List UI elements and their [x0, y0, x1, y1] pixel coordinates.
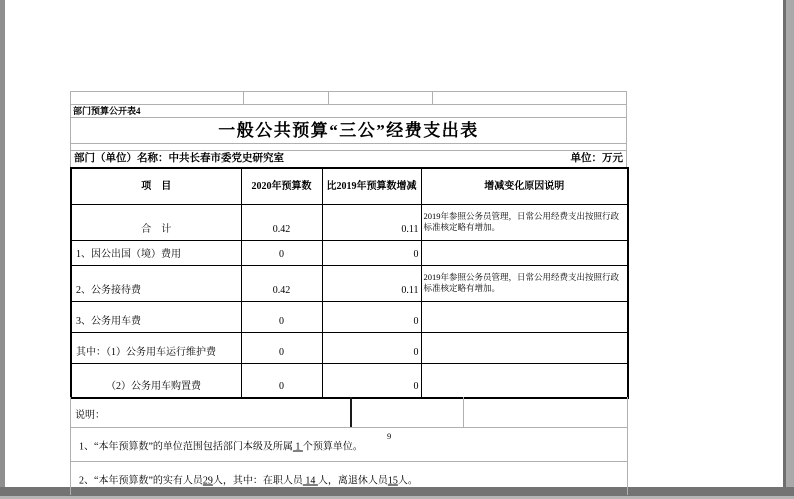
row-reason-text — [421, 240, 628, 265]
row-2020-value: 0 — [241, 301, 322, 332]
row-vs2019-value: 0 — [322, 240, 421, 265]
gridline — [350, 397, 352, 427]
notes-block — [70, 397, 628, 495]
row-item-label: 1、因公出国（境）费用 — [71, 240, 241, 265]
row-2020-value: 0.42 — [241, 265, 322, 301]
table-row-reception — [71, 265, 628, 301]
row-reason-text — [421, 332, 628, 363]
row-reason-text — [421, 301, 628, 332]
row-vs2019-value: 0.11 — [322, 265, 421, 301]
row-vs2019-value: 0 — [322, 301, 421, 332]
gridline — [432, 92, 433, 104]
row-reason-text: 2019年参照公务员管理，日常公用经费支出按照行政标准核定略有增加。 — [421, 265, 628, 301]
note-1-text: 1、“本年预算数”的单位范围包括部门本级及所属 1 个预算单位。 — [79, 441, 363, 452]
row-reason-text: 2019年参照公务员管理，日常公用经费支出按照行政标准核定略有增加。 — [421, 204, 628, 240]
row-2020-value: 0 — [241, 363, 322, 398]
superscript-9: 9 — [387, 431, 392, 441]
dept-unit-row — [71, 151, 626, 167]
table-row-abroad — [71, 240, 628, 265]
left-page-margin — [0, 0, 5, 499]
row-item-label: （2）公务用车购置费 — [71, 363, 241, 398]
right-page-margin — [786, 0, 794, 499]
sheet-label: 部门预算公开表4 — [71, 105, 626, 118]
notes-label: 说明： — [75, 410, 105, 421]
row-2020-value: 0 — [241, 240, 322, 265]
notes-label-row — [70, 397, 628, 428]
table-header-row — [71, 168, 628, 204]
row-vs2019-value: 0.11 — [322, 204, 421, 240]
row-vs2019-value: 0 — [322, 363, 421, 398]
row-item-label: 合 计 — [71, 204, 241, 240]
col-header-vs-2019: 比2019年预算数增减 — [322, 168, 421, 204]
empty-grid-row — [71, 92, 626, 105]
table-row-vehicle — [71, 301, 628, 332]
unit-label: 单位：万元 — [570, 153, 623, 164]
row-reason-text — [421, 363, 628, 398]
row-item-label: 其中：（1）公务用车运行维护费 — [71, 332, 241, 363]
col-header-reason: 增减变化原因说明 — [421, 168, 628, 204]
table-row-vehicle-maintenance — [71, 332, 628, 363]
table-row-vehicle-purchase — [71, 363, 628, 398]
note-2-text: 2、“本年预算数”的实有人员29人，其中：在职人员 14 人，离退休人员15人。 — [79, 475, 418, 486]
note-row-1 — [70, 428, 628, 462]
row-item-label: 3、公务用车费 — [71, 301, 241, 332]
gridline — [463, 397, 464, 427]
budget-table — [70, 167, 629, 399]
col-header-item: 项 目 — [71, 168, 241, 204]
table-row-total — [71, 204, 628, 240]
sheet-header-block — [70, 91, 627, 167]
gridline — [328, 92, 329, 104]
row-2020-value: 0 — [241, 332, 322, 363]
gridline — [243, 92, 244, 104]
row-item-label: 2、公务接待费 — [71, 265, 241, 301]
col-header-2020-budget: 2020年预算数 — [241, 168, 322, 204]
spacer-row — [71, 144, 626, 151]
page-title: 一般公共预算“三公”经费支出表 — [71, 118, 626, 144]
row-vs2019-value: 0 — [322, 332, 421, 363]
row-2020-value: 0.42 — [241, 204, 322, 240]
dept-name-label: 部门（单位）名称：中共长春市委党史研究室 — [74, 153, 284, 164]
note-row-2 — [70, 462, 628, 495]
